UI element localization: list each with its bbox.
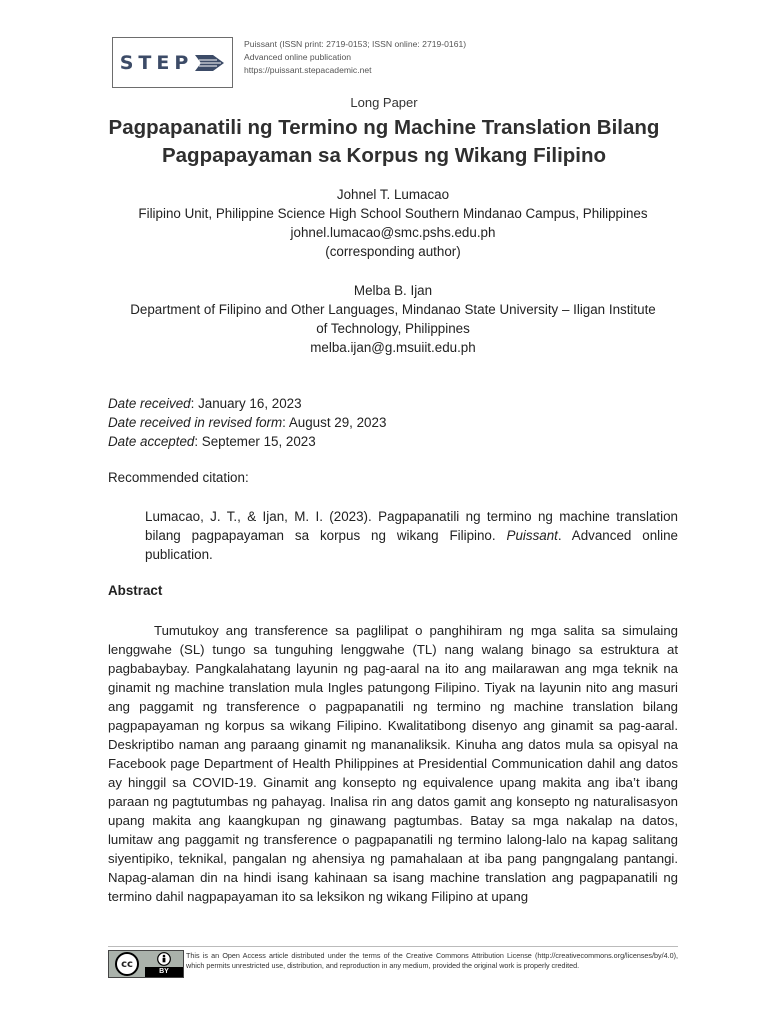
author-1-email[interactable]: johnel.lumacao@smc.pshs.edu.ph (290, 225, 496, 240)
journal-issn: Puissant (ISSN print: 2719-0153; ISSN online: 2719-0161) (244, 39, 467, 49)
cc-by-label: BY (145, 967, 183, 977)
author-1-block (95, 185, 691, 261)
attribution-person-icon (157, 952, 171, 966)
author-2-affiliation-line-1: Department of Filipino and Other Languages, Mindanao State University – Iligan Institute (130, 302, 656, 317)
author-1-name: Johnel T. Lumacao (336, 187, 450, 202)
author-1-note: (corresponding author) (325, 244, 461, 259)
author-2-affiliation-line-2: of Technology, Philippines (316, 321, 470, 336)
recommended-citation: Lumacao, J. T., & Ijan, M. I. (2023). Pagpapanatili ng termino ng machine translation bilang pagpapayaman sa korpus ng wikang Filipino. Puissant. Advanced online publication. (145, 509, 678, 562)
title-line-2: Pagpapayaman sa Korpus ng Wikang Filipino (161, 144, 607, 167)
footer-divider (108, 946, 678, 947)
journal-header-info (244, 38, 466, 77)
arrow-icon (195, 53, 225, 73)
license-text: This is an Open Access article distributed under the terms of the Creative Commons Attribution License (http://creativecommons.org/licenses/by/4.0), which permits unrestricted use, distribution, and reproduction in any medium, provided the original work is properly credited. (186, 951, 678, 970)
date-revised: Date received in revised form: August 29, 2023 (108, 415, 387, 430)
paper-type: Long Paper (350, 95, 418, 110)
abstract-heading: Abstract (108, 583, 163, 598)
journal-logo (112, 37, 233, 88)
title-line-1: Pagpapanatili ng Termino ng Machine Translation Bilang (108, 116, 660, 139)
author-2-email[interactable]: melba.ijan@g.msuiit.edu.ph (310, 340, 476, 355)
author-2-name: Melba B. Ijan (353, 283, 433, 298)
creative-commons-icon: cc (115, 952, 139, 976)
date-received: Date received: January 16, 2023 (108, 396, 302, 411)
citation-journal: Puissant (506, 528, 558, 543)
cc-by-license-badge[interactable] (108, 950, 184, 978)
abstract-body (108, 621, 678, 906)
journal-url[interactable]: https://puissant.stepacademic.net (244, 65, 372, 75)
author-1-affiliation: Filipino Unit, Philippine Science High School Southern Mindanao Campus, Philippines (138, 206, 648, 221)
dates-block (108, 394, 386, 451)
abstract-paragraph: Tumutukoy ang transference sa paglilipat o panghihiram ng mga salita sa simulaing lenggwahe (SL) tungo sa tunguhing lenggwahe (TL) nang walang binago sa estruktura at pagbabaybay. Pangkalahatang layunin ng pag-aaral na ito ang mailarawan ang mga teknik na ginamit ng machine translation mula Ingles patungong Filipino. Tiyak na layunin nito ang masuri ang paggamit ng transference o pagpapanatili ng termino ng machine translation bilang pagpapayaman ng korpus sa wikang Filipino. Kwalitatibong disenyo ang ginamit sa pag-aaral. Deskriptibo naman ang paraang ginamit ng mananaliksik. Kinuha ang datos mula sa opisyal na Facebook page Department of Health Philippines at Presidential Communication dahil ang datos ay hinggil sa COVID-19. Ginamit ang konsepto ng equivalence upang makita ang iba’t ibang paraan ng pagtutumbas ng pahayag. Inalisa rin ang datos gamit ang konsepto ng naturalisasyon upang makita ang kaangkupan ng ginawang pagtumbas. Batay sa mga nakalap na datos, lumitaw ang paggamit ng transference o pagpapanatili ng termino lalong-lalo na kapag salitang siyentipiko, teknikal, pangalan ng ahensiya ng pamahalaan at iba pang pangngalang pantangi. Napag-alaman din na hindi isang kahinaan sa isang machine translation ang pagpapanatili ng termino dahil nagpapayaman ito sa leksikon ng wikang Filipino at upang (108, 623, 678, 904)
paper-title (90, 114, 678, 170)
author-2-block (95, 281, 691, 357)
logo-text: STEP (119, 51, 194, 74)
citation-label: Recommended citation: (108, 470, 249, 485)
publication-status: Advanced online publication (244, 52, 352, 62)
date-accepted: Date accepted: Septemer 15, 2023 (108, 434, 316, 449)
